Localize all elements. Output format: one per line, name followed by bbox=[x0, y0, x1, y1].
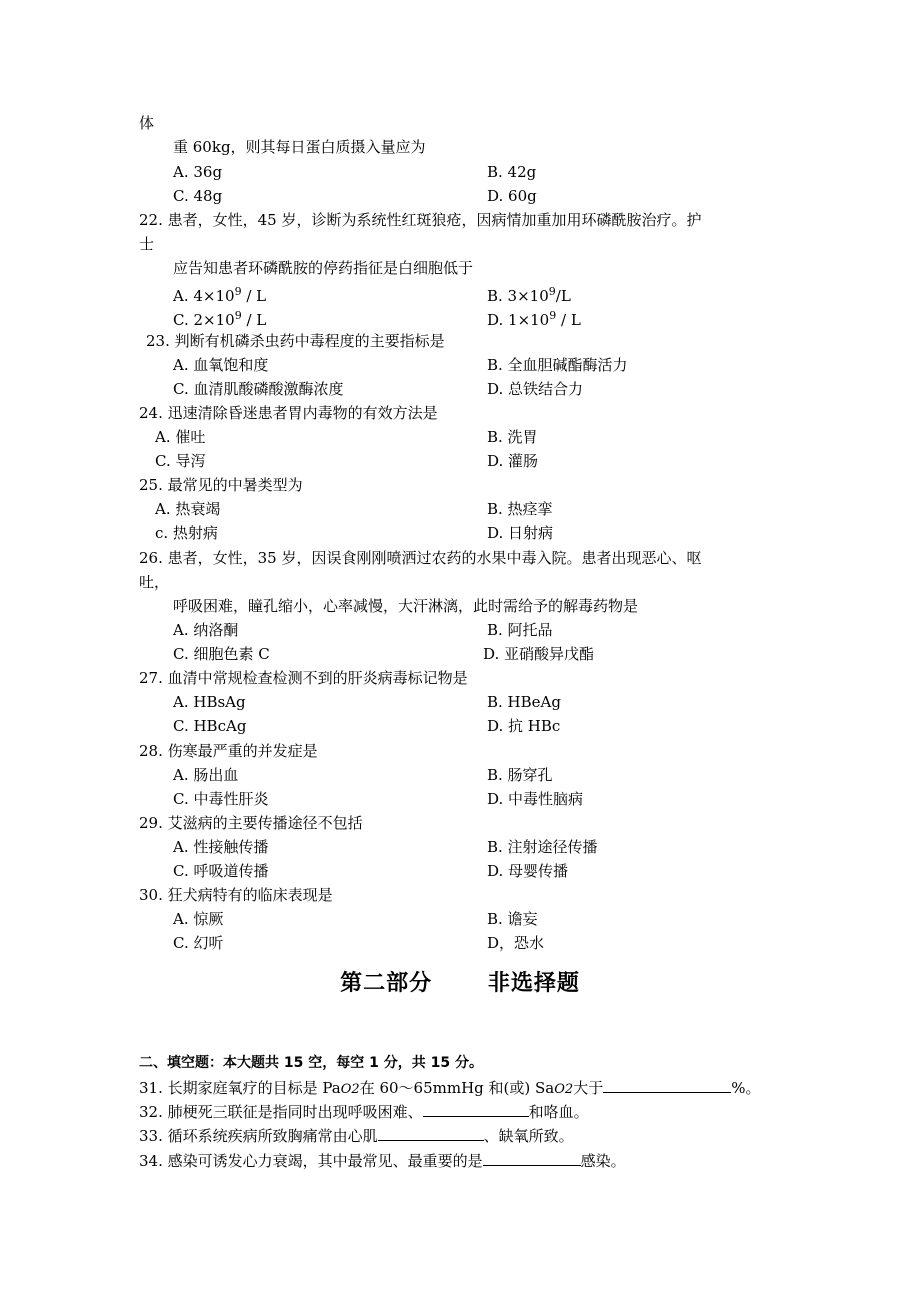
q28-option-c: C. 中毒性肝炎 bbox=[173, 790, 269, 808]
q30-stem: 30. 狂犬病特有的临床表现是 bbox=[139, 886, 333, 904]
q33-line: 33. 循环系统疾病所致胸痛常由心肌 、缺氧所致。 bbox=[139, 1127, 574, 1145]
q21-stem-line2: 重 60kg，则其每日蛋白质摄入量应为 bbox=[173, 138, 426, 156]
q24-option-c: C. 导泻 bbox=[155, 452, 206, 470]
q28-option-d: D. 中毒性脑病 bbox=[487, 790, 584, 808]
q26-option-d: D. 亚硝酸异戊酯 bbox=[483, 645, 595, 663]
section-heading: 二、填空题：本大题共 15 空，每空 1 分，共 15 分。 bbox=[139, 1055, 483, 1071]
q29-option-a: A. 性接触传播 bbox=[173, 838, 269, 856]
q25-option-d: D. 日射病 bbox=[487, 524, 554, 542]
q29-option-d: D. 母婴传播 bbox=[487, 862, 569, 880]
q30-option-d: D，恐水 bbox=[487, 934, 545, 952]
q34-line: 34. 感染可诱发心力衰竭，其中最常见、最重要的是 感染。 bbox=[139, 1152, 626, 1170]
q29-stem: 29. 艾滋病的主要传播途径不包括 bbox=[139, 814, 363, 832]
q26-option-b: B. 阿托品 bbox=[487, 621, 553, 639]
q26-option-a: A. 纳洛酮 bbox=[173, 621, 239, 639]
q22-stem-line3: 应告知患者环磷酰胺的停药指征是白细胞低于 bbox=[173, 259, 474, 277]
q22-option-a: A. $4\times 10^9 / L$ bbox=[173, 285, 267, 305]
q28-stem: 28. 伤寒最严重的并发症是 bbox=[139, 742, 318, 760]
q25-option-c: c. 热射病 bbox=[155, 524, 218, 542]
q22-stem-line2: 士 bbox=[139, 235, 155, 253]
q22-option-b: B. $3\times 10^9/L$ bbox=[487, 285, 571, 305]
q30-option-b: B. 谵妄 bbox=[487, 910, 538, 928]
q31-line: 31. 长期家庭氧疗的目标是 PaO2在 60～65mmHg 和(或) SaO2大于 %。 bbox=[139, 1079, 761, 1097]
q23-stem: 23. 判断有机磷杀虫药中毒程度的主要指标是 bbox=[146, 332, 445, 350]
q22-option-d: D. $1\times 10^9 / L$ bbox=[487, 309, 581, 329]
part-two-title: 第二部分 非选择题 bbox=[340, 971, 580, 996]
q29-option-b: B. 注射途径传播 bbox=[487, 838, 598, 856]
q30-option-c: C. 幻听 bbox=[173, 934, 224, 952]
blank-31[interactable] bbox=[603, 1077, 731, 1093]
q21-option-b: B. 42g bbox=[487, 163, 537, 181]
q25-option-b: B. 热痉挛 bbox=[487, 500, 553, 518]
q21-option-a: A. 36g bbox=[173, 163, 223, 181]
q25-stem: 25. 最常见的中暑类型为 bbox=[139, 476, 303, 494]
q23-option-c: C. 血清肌酸磷酸激酶浓度 bbox=[173, 380, 344, 398]
q30-option-a: A. 惊厥 bbox=[173, 910, 224, 928]
q23-option-d: D. 总铁结合力 bbox=[487, 380, 584, 398]
q21-stem-line1: 体 bbox=[139, 114, 155, 132]
q24-option-b: B. 洗胃 bbox=[487, 428, 538, 446]
q23-option-a: A. 血氧饱和度 bbox=[173, 356, 269, 374]
q27-option-a: A. HBsAg bbox=[173, 693, 246, 711]
q21-option-c: C. 48g bbox=[173, 187, 223, 205]
q21-option-d: D. 60g bbox=[487, 187, 537, 205]
q22-stem-line1: 22. 患者，女性，45 岁，诊断为系统性红斑狼疮，因病情加重加用环磷酰胺治疗。护 bbox=[139, 211, 702, 229]
q28-option-b: B. 肠穿孔 bbox=[487, 766, 553, 784]
q32-line: 32. 肺梗死三联征是指同时出现呼吸困难、 和咯血。 bbox=[139, 1103, 589, 1121]
q24-option-a: A. 催吐 bbox=[155, 428, 206, 446]
q26-stem-line3: 呼吸困难，瞳孔缩小，心率减慢，大汗淋漓，此时需给予的解毒药物是 bbox=[173, 597, 639, 615]
q26-stem-line2: 吐， bbox=[139, 573, 170, 591]
blank-33[interactable] bbox=[378, 1125, 484, 1141]
q23-option-b: B. 全血胆碱酯酶活力 bbox=[487, 356, 628, 374]
blank-34[interactable] bbox=[483, 1150, 581, 1166]
q26-option-c: C. 细胞色素 C bbox=[173, 645, 270, 663]
q27-option-d: D. 抗 HBc bbox=[487, 717, 561, 735]
q22-option-c: C. $2\times 10^9 / L$ bbox=[173, 309, 267, 329]
q27-option-c: C. HBcAg bbox=[173, 717, 247, 735]
q27-stem: 27. 血清中常规检查检测不到的肝炎病毒标记物是 bbox=[139, 669, 468, 687]
q28-option-a: A. 肠出血 bbox=[173, 766, 239, 784]
q26-stem-line1: 26. 患者，女性，35 岁，因误食刚刚喷洒过农药的水果中毒入院。患者出现恶心、呕 bbox=[139, 549, 702, 567]
q29-option-c: C. 呼吸道传播 bbox=[173, 862, 269, 880]
q25-option-a: A. 热衰竭 bbox=[155, 500, 221, 518]
blank-32[interactable] bbox=[423, 1101, 529, 1117]
q24-option-d: D. 灌肠 bbox=[487, 452, 539, 470]
q24-stem: 24. 迅速清除昏迷患者胃内毒物的有效方法是 bbox=[139, 404, 438, 422]
q27-option-b: B. HBeAg bbox=[487, 693, 561, 711]
